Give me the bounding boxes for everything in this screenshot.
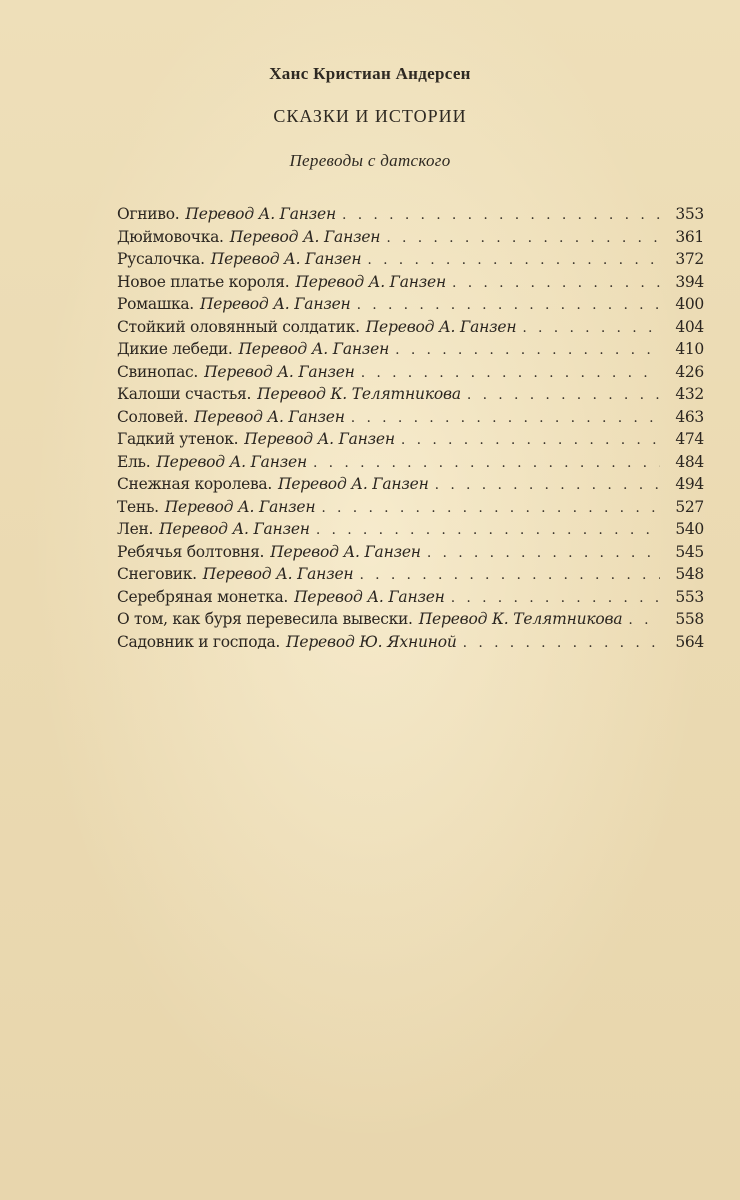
toc-entry-title: Тень. xyxy=(117,497,159,516)
toc-entry-translator: Перевод А. Ганзен xyxy=(194,407,345,426)
toc-entry-page: 404 xyxy=(675,317,704,336)
toc-entry-translator: Перевод Ю. Яхниной xyxy=(286,632,457,651)
toc-entry-page: 553 xyxy=(675,587,704,606)
toc-entry xyxy=(117,541,704,564)
toc-entry-title: Снеговик. xyxy=(117,565,197,583)
toc-entry-title: Огниво. xyxy=(117,205,180,223)
toc-entry-translator: Перевод А. Ганзен xyxy=(202,565,354,583)
author-name: Ханс Кристиан Андерсен xyxy=(269,64,471,83)
toc-entry xyxy=(117,226,704,249)
toc-entry xyxy=(117,248,704,271)
toc-entry-page: 484 xyxy=(675,452,704,471)
toc-entry xyxy=(117,293,704,316)
toc-entry-translator: Перевод А. Ганзен xyxy=(244,430,395,448)
dot-leader xyxy=(351,407,660,430)
dot-leader xyxy=(367,249,660,272)
dot-leader xyxy=(386,227,660,250)
dot-leader xyxy=(395,339,660,362)
toc-entry xyxy=(117,586,704,609)
dot-leader xyxy=(359,564,660,587)
toc-entry-translator: Перевод А. Ганзен xyxy=(365,317,517,336)
toc-entry xyxy=(117,338,704,361)
toc-entry xyxy=(117,383,704,406)
toc-entry-title: Новое платье короля. xyxy=(117,272,290,291)
toc-entry-page: 548 xyxy=(675,565,704,583)
toc-entry-page: 463 xyxy=(675,407,704,426)
toc-entry-translator: Перевод А. Ганзен xyxy=(156,452,307,471)
toc-entry xyxy=(117,428,704,451)
dot-leader xyxy=(401,429,660,452)
dot-leader xyxy=(452,272,660,295)
toc-entry xyxy=(117,563,704,586)
toc-entry-translator: Перевод А. Ганзен xyxy=(164,497,316,516)
toc-entry xyxy=(117,451,704,474)
toc-entry-title: О том, как буря перевесила вывески. xyxy=(117,610,413,628)
toc-entry-title: Соловей. xyxy=(117,407,189,426)
toc-entry xyxy=(117,406,704,429)
toc-entry-page: 410 xyxy=(675,340,704,358)
dot-leader xyxy=(313,452,660,475)
dot-leader xyxy=(522,317,660,340)
toc-entry-translator: Перевод А. Ганзен xyxy=(238,340,390,358)
toc-entry-title: Снежная королева. xyxy=(117,475,272,493)
toc-entry xyxy=(117,631,704,654)
toc-entry-title: Гадкий утенок. xyxy=(117,430,239,448)
toc-entry xyxy=(117,271,704,294)
toc-entry-title: Ребячья болтовня. xyxy=(117,542,265,561)
section-title: СКАЗКИ И ИСТОРИИ xyxy=(273,106,467,126)
toc-entry-title: Калоши счастья. xyxy=(117,385,252,403)
toc-entry-title: Ель. xyxy=(117,452,151,471)
toc-entry-title: Лен. xyxy=(117,520,154,538)
toc-entry-title: Стойкий оловянный солдатик. xyxy=(117,317,360,336)
toc-entry xyxy=(117,518,704,541)
toc-entry-page: 494 xyxy=(675,475,704,493)
dot-leader xyxy=(427,542,660,565)
dot-leader xyxy=(467,384,660,407)
toc-entry-page: 394 xyxy=(675,272,704,291)
toc-entry-translator: Перевод К. Телятникова xyxy=(418,610,623,628)
dot-leader xyxy=(451,587,660,610)
toc-entry-page: 558 xyxy=(675,610,704,628)
toc-entry-page: 361 xyxy=(675,227,704,246)
toc-entry-translator: Перевод А. Ганзен xyxy=(295,272,447,291)
section-subtitle: Переводы с датского xyxy=(289,151,451,170)
toc-entry-title: Серебряная монетка. xyxy=(117,587,289,606)
dot-leader xyxy=(316,519,660,542)
toc-entry-translator: Перевод А. Ганзен xyxy=(199,295,351,313)
toc-entry-translator: Перевод А. Ганзен xyxy=(294,587,445,606)
toc-entry-title: Дюймовочка. xyxy=(117,227,224,246)
toc-entry-page: 527 xyxy=(675,497,704,516)
toc-entry-title: Садовник и господа. xyxy=(117,632,281,651)
dot-leader xyxy=(357,294,660,317)
toc-entry xyxy=(117,316,704,339)
toc-entry-page: 540 xyxy=(675,520,704,538)
dot-leader xyxy=(463,632,660,655)
toc-entry xyxy=(117,473,704,496)
toc-entry-translator: Перевод К. Телятникова xyxy=(257,385,461,403)
toc-entry-page: 372 xyxy=(675,250,704,268)
dot-leader xyxy=(342,204,660,227)
toc-entry-translator: Перевод А. Ганзен xyxy=(159,520,310,538)
toc-entry-title: Свинопас. xyxy=(117,362,199,381)
toc-entry-page: 545 xyxy=(675,542,704,561)
toc-entry-page: 400 xyxy=(675,295,704,313)
toc-entry xyxy=(117,608,704,631)
toc-entry-title: Дикие лебеди. xyxy=(117,340,233,358)
toc-entry-translator: Перевод А. Ганзен xyxy=(204,362,355,381)
toc-entry-translator: Перевод А. Ганзен xyxy=(210,250,362,268)
toc-entry-page: 426 xyxy=(675,362,704,381)
toc-entry xyxy=(117,361,704,384)
table-of-contents xyxy=(117,203,704,653)
toc-entry-page: 432 xyxy=(675,385,704,403)
dot-leader xyxy=(435,474,660,497)
dot-leader xyxy=(361,362,660,385)
toc-entry-page: 474 xyxy=(675,430,704,448)
toc-entry-translator: Перевод А. Ганзен xyxy=(270,542,421,561)
toc-entry xyxy=(117,203,704,226)
toc-entry-page: 564 xyxy=(675,632,704,651)
toc-entry-title: Русалочка. xyxy=(117,250,205,268)
dot-leader xyxy=(628,609,660,632)
toc-entry-translator: Перевод А. Ганзен xyxy=(278,475,429,493)
toc-entry-translator: Перевод А. Ганзен xyxy=(185,205,337,223)
toc-entry-translator: Перевод А. Ганзен xyxy=(229,227,381,246)
dot-leader xyxy=(321,497,660,520)
toc-entry xyxy=(117,496,704,519)
toc-entry-title: Ромашка. xyxy=(117,295,194,313)
toc-entry-page: 353 xyxy=(675,205,704,223)
